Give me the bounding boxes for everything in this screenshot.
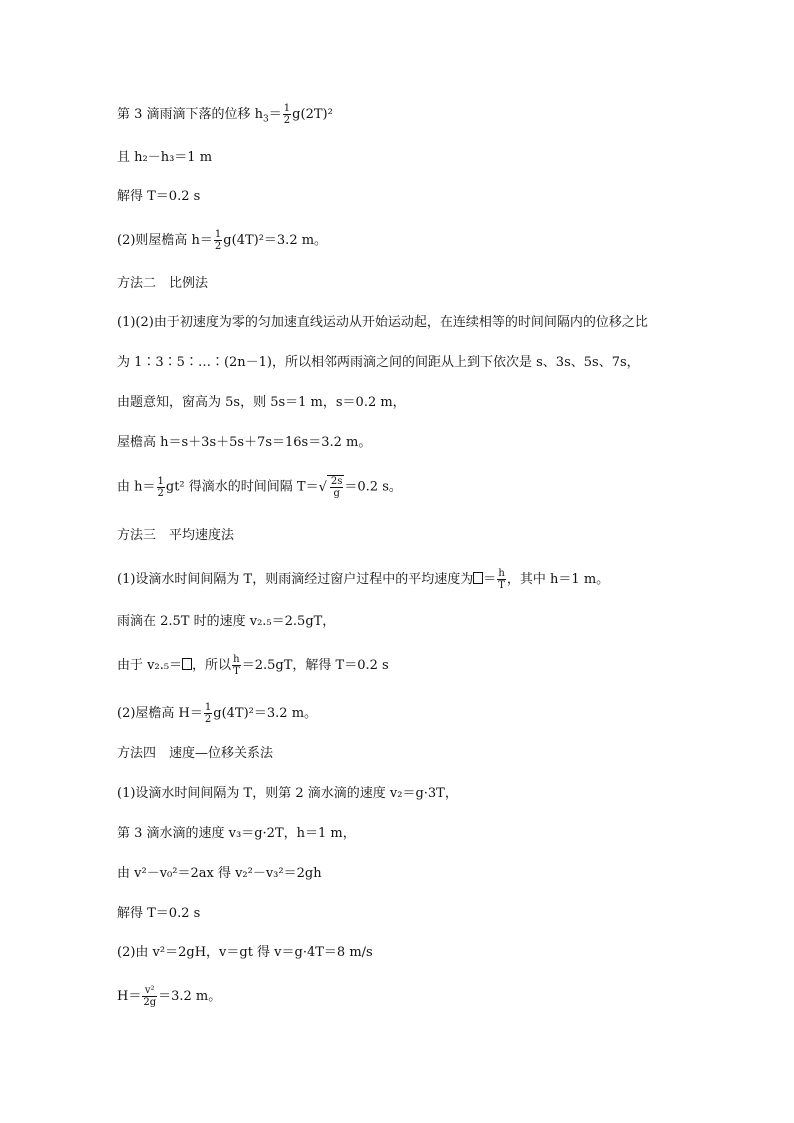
line-4: (2)则屋檐高 h＝ $\frac{1}{2}$ g(4T)²＝3.2 m。 xyxy=(117,229,328,252)
square-root: √ $\frac{2s}{g}$ xyxy=(318,476,343,499)
section-heading-method-4: 方法四 速度—位移关系法 xyxy=(117,746,274,761)
fraction-half: $\frac{1}{2}$ xyxy=(283,103,291,126)
line-22: H＝ $\frac{\text{v²}}{2g}$ ＝3.2 m。 xyxy=(117,985,222,1008)
line-17: (1)设滴水时间间隔为 T，则第 2 滴水滴的速度 v₂＝g·3T， xyxy=(117,786,458,801)
line-8: 由题意知，窗高为 5s，则 5s＝1 m，s＝0.2 m， xyxy=(117,395,406,410)
line-12: (1)设滴水时间间隔为 T，则雨滴经过窗户过程中的平均速度为 ＝ $\frac{h}{T}$ ，其中 h＝1 m。 xyxy=(117,568,610,591)
line-10: 由 h＝ $\frac{1}{2}$ gt² 得滴水的时间间隔 T＝√ $\frac{2s}{g}$ ＝0.2 s。 xyxy=(117,475,402,499)
line-7: 为 1∶3∶5∶…∶(2n－1)，所以相邻两雨滴之间的间距从上到下依次是 s、3s、5s、7s， xyxy=(117,355,640,370)
line-6: (1)(2)由于初速度为零的匀加速直线运动从开始运动起，在连续相等的时间间隔内的位移之比 xyxy=(117,315,648,330)
line-14: 由于 v₂.₅＝ ，所以 $\frac{h}{T}$ ＝2.5gT，解得 T＝0.2 s xyxy=(117,654,389,677)
line-18: 第 3 滴水滴的速度 v₃＝g·2T，h＝1 m， xyxy=(117,826,356,841)
section-heading-method-3: 方法三 平均速度法 xyxy=(117,528,235,543)
fraction-half: $\frac{1}{2}$ xyxy=(214,229,222,252)
line-19: 由 v²－v₀²＝2ax 得 v₂²－v₃²＝2gh xyxy=(117,866,322,881)
line-15: (2)屋檐高 H＝ $\frac{1}{2}$ g(4T)²＝3.2 m。 xyxy=(117,702,318,725)
fraction-half: $\frac{1}{2}$ xyxy=(204,702,212,725)
line-13: 雨滴在 2.5T 时的速度 v₂.₅＝2.5gT， xyxy=(117,614,336,629)
fraction-h-over-t: $\frac{h}{T}$ xyxy=(233,654,240,677)
line-2: 且 h₂－h₃＝1 m xyxy=(117,150,213,165)
section-heading-method-2: 方法二 比例法 xyxy=(117,276,209,291)
line-9: 屋檐高 h＝s＋3s＋5s＋7s＝16s＝3.2 m。 xyxy=(117,435,372,450)
fraction-v2-over-2g: $\frac{\text{v²}}{2g}$ xyxy=(143,985,157,1008)
line-3: 解得 T＝0.2 s xyxy=(117,189,201,204)
fraction-h-over-t: $\frac{h}{T}$ xyxy=(498,568,505,591)
line-1: 第 3 滴雨滴下落的位移 $h_3=$ $\frac{1}{2}$ g(2T)² xyxy=(117,103,333,126)
placeholder-box xyxy=(473,572,483,584)
fraction-half: $\frac{1}{2}$ xyxy=(157,475,164,499)
line-20: 解得 T＝0.2 s xyxy=(117,906,201,921)
placeholder-box xyxy=(182,658,192,670)
line-21: (2)由 v²＝2gH，v＝gt 得 v＝g·4T＝8 m/s xyxy=(117,945,373,960)
